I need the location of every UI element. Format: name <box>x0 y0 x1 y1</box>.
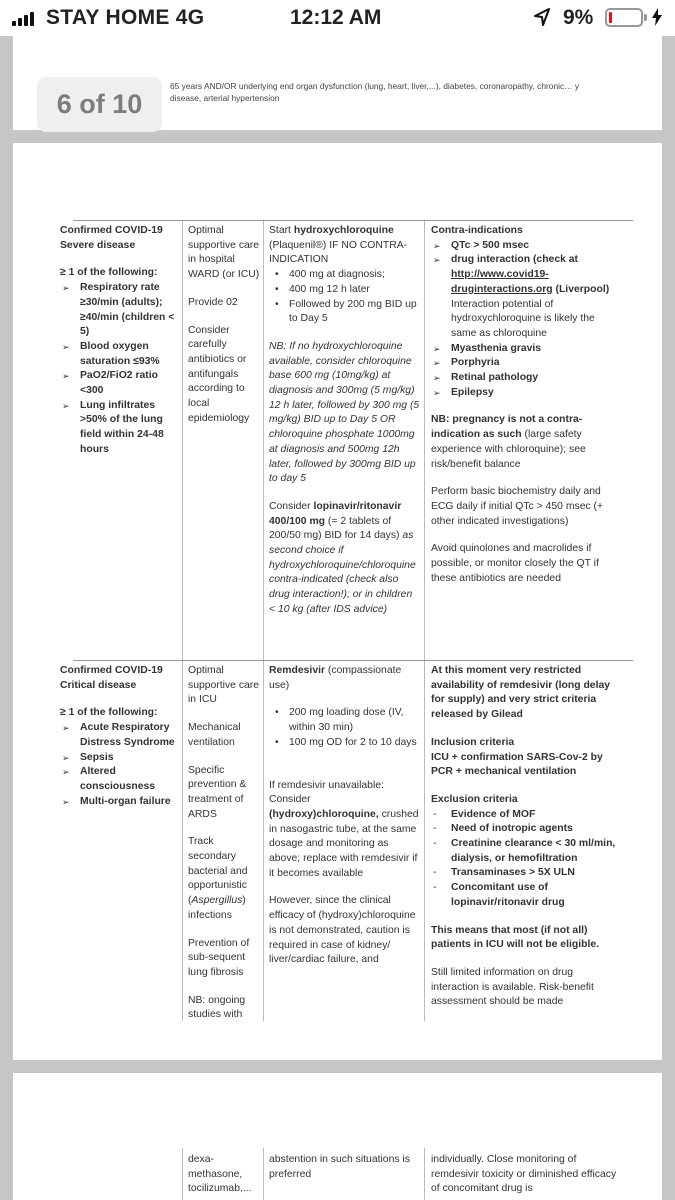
interaction-link[interactable]: http://www.covid19-druginteractions.org <box>451 269 553 295</box>
signal-icon <box>12 12 34 26</box>
list-item: - Evidence of MOF <box>431 808 621 823</box>
table-rule-mid <box>73 660 633 661</box>
list-item: ➢ Altered consciousness <box>60 765 178 794</box>
care-text: Optimal supportive care in ICU <box>188 665 260 706</box>
col-divider <box>263 221 264 660</box>
care-text: Prevention of sub-sequent lung fibrosis <box>188 937 250 978</box>
document-page-6[interactable] <box>13 143 662 1060</box>
drug-name: hydroxychloroquine <box>293 225 394 236</box>
list-item: • 200 mg loading dose (IV, within 30 min) <box>269 706 421 735</box>
battery-nub <box>644 14 647 21</box>
severe-care-cell <box>188 224 260 426</box>
critical-remdesivir-cell <box>431 664 621 1010</box>
severe-treatment-cell: Start hydroxychloroquine (Plaquenil®) IF NO CONTRA-INDICATION • 400 mg at diagnosis; • 400 mg 12 h later • Followed by 200 mg BID up to Day 5 NB: If no hydroxychloroquine available, consider chloroquine base 600 mg (10mg/kg) at diagnosis and 300mg (5 mg/kg) 12 h later, followed by 300 mg (5 mg/kg) BID up to Day 5 OR chloroquine phosphate 1000mg at diagnosis and 500mg 12h later, followed by 300mg BID up to day 5 Consider lopinavir/ritonavir 400/100 mg (= 2 tablets of 200/50 mg) BID for 14 days) as second choice if hydroxychloroquine/chloroquine contra-indicated (check also drug interaction!); or in children < 10 kg (after IDS advice) <box>269 224 421 618</box>
battery-icon <box>605 8 643 27</box>
interaction-note: Still limited information on drug interaction is available. Risk-benefit assessment should be made <box>431 966 594 1008</box>
critical-criteria-cell <box>60 664 178 809</box>
drug-name: Remdesivir <box>269 665 326 676</box>
col-divider <box>424 1148 425 1200</box>
carrier-label: STAY HOME 4G <box>46 6 205 29</box>
clock: 12:12 AM <box>290 6 382 29</box>
eligibility-note: This means that most (if not all) patients in ICU will not be eligible. <box>431 924 599 951</box>
page-indicator: 6 of 10 <box>37 77 162 132</box>
list-item: ➢ QTc > 500 msec <box>431 239 621 254</box>
list-item: • 400 mg 12 h later <box>269 283 421 298</box>
table-rule-top <box>73 220 633 221</box>
status-bar <box>0 0 675 36</box>
care-text: Consider carefully antibiotics or antifungals according to local epidemiology <box>188 324 250 424</box>
care-text: Specific prevention & treatment of ARDS <box>188 764 247 820</box>
caution-text: However, since the clinical efficacy of (hydroxy)chloroquine is not demonstrated, caution is required in case of kidney/ liver/cardiac failure, and <box>269 895 416 966</box>
critical-care-cell <box>188 664 260 1023</box>
care-text: Track secondary bacterial and opportunistic (Aspergillus) infections <box>188 836 248 921</box>
col-divider <box>182 661 183 1021</box>
col-divider <box>263 661 264 1021</box>
battery-level <box>609 12 612 23</box>
battery-percent: 9% <box>563 6 594 29</box>
dose-list <box>269 268 421 327</box>
list-item: ➢ drug interaction (check at http://www.covid19-druginteractions.org (Liverpool) Interaction potential of hydroxychloroquine is likely the same as chloroquine <box>431 253 621 341</box>
dose-list <box>269 706 421 750</box>
remdesivir-continued: individually. Close monitoring of remdesivir toxicity or diminished efficacy of concomitant drug is <box>431 1154 617 1195</box>
avoid-note: Avoid quinolones and macrolides if possible, or monitor closely the QT if these antibiotics are needed <box>431 543 599 584</box>
inclusion-text: ICU + confirmation SARS-Cov-2 by PCR + mechanical ventilation <box>431 751 603 778</box>
critical-criteria-list <box>60 721 178 809</box>
charging-bolt-icon <box>652 8 662 26</box>
nb-note: NB: If no hydroxychloroquine available, consider chloroquine base 600 mg (10mg/kg) at diagnosis and 300mg (5 mg/kg) 12 h later, followed by 300 mg (5 mg/kg) BID up to Day 5 OR chloroquine phosphate 1000mg at diagnosis and 500mg 12h later, followed by 300mg BID up to day 5 <box>269 340 420 485</box>
list-item: - Need of inotropic agents <box>431 822 621 837</box>
severe-criteria-cell <box>60 224 178 458</box>
care-text: Optimal supportive care in hospital WARD (or ICU) <box>188 225 260 281</box>
list-item: ➢ Acute Respiratory Distress Syndrome <box>60 721 178 750</box>
list-item: ➢ Epilepsy <box>431 386 621 401</box>
treatment-continued: abstention in such situations is preferred <box>269 1154 410 1180</box>
list-item: ➢ Respiratory rate ≥30/min (adults); ≥40/min (children < 5) <box>60 281 178 340</box>
col-divider <box>182 1148 183 1200</box>
list-item: ➢ Porphyria <box>431 356 621 371</box>
list-item: ➢ Retinal pathology <box>431 371 621 386</box>
drug-name: (hydroxy)chloroquine, <box>269 808 379 820</box>
care-continued: dexa- methasone, tocilizumab,... <box>188 1154 252 1195</box>
list-item: ➢ Multi-organ failure <box>60 795 178 810</box>
availability-note: At this moment very restricted availability of remdesivir (long delay for supply) and very strict criteria released by Gilead <box>431 665 611 721</box>
drug-name: lopinavir/ritonavir 400/100 mg <box>269 500 402 527</box>
list-item: ➢ PaO2/FiO2 ratio <300 <box>60 369 178 398</box>
list-item: ➢ Myasthenia gravis <box>431 342 621 357</box>
list-item: ➢ Blood oxygen saturation ≤93% <box>60 340 178 369</box>
biochem-note: Perform basic biochemistry daily and ECG daily if initial QTc > 450 msec (+ other indicated investigations) <box>431 486 604 527</box>
critical-title: Confirmed COVID-19 Critical disease <box>60 665 163 691</box>
list-item: ➢ Lung infiltrates >50% of the lung field within 24-48 hours <box>60 399 178 458</box>
page-header-text: 65 years AND/OR underlying end organ dysfunction (lung, heart, liver,...), diabetes, coronaropathy, chronic… y disease, arterial hypertension <box>170 81 580 103</box>
critical-subtitle: ≥ 1 of the following: <box>60 707 158 719</box>
care-text: Mechanical ventilation <box>188 722 241 748</box>
severe-contraindications-cell: Contra-indications ➢ QTc > 500 msec ➢ drug interaction (check at http://www.covid19-druginteractions.org (Liverpool) Interaction potential of hydroxychloroquine is likely the same as chloroquine ➢ Myasthenia gravis ➢ Porphyria ➢ Retinal pathology ➢ Epilepsy NB: pregnancy is not a contra-indication as such (large safety experience with chloroquine); see risk/benefit balance Perform basic biochemistry daily and ECG daily if initial QTc > 450 msec (+ other indicated investigations) Avoid quinolones and macrolides if possible, or monitor closely the QT if these antibiotics are needed <box>431 224 621 586</box>
exclusion-list <box>431 808 621 911</box>
critical-treatment-cell: Remdesivir (compassionate use) • 200 mg loading dose (IV, within 30 min) • 100 mg OD for 2 to 10 days If remdesivir unavailable: Consider (hydroxy)chloroquine, crushed in nasogastric tube, at the same dosage and monitoring as above; replace with remdesivir if it becomes available However, since the clinical efficacy of (hydroxy)chloroquine is not demonstrated, caution is required in case of kidney/ liver/cardiac failure, and <box>269 664 421 968</box>
care-text: Provide 02 <box>188 296 238 308</box>
location-arrow-icon <box>534 8 550 26</box>
list-item: • 100 mg OD for 2 to 10 days <box>269 736 421 751</box>
col-divider <box>424 661 425 1021</box>
list-item: ➢ Sepsis <box>60 751 178 766</box>
section-title: Exclusion criteria <box>431 793 518 805</box>
col-divider <box>182 221 183 660</box>
severe-subtitle: ≥ 1 of the following: <box>60 267 158 279</box>
list-item: - Concomitant use of lopinavir/ritonavir drug <box>431 881 621 910</box>
care-text: NB: ongoing studies with <box>188 994 246 1021</box>
col-divider <box>263 1148 264 1200</box>
col-divider <box>424 221 425 660</box>
severe-criteria-list <box>60 281 178 457</box>
list-item: - Transaminases > 5X ULN <box>431 866 621 881</box>
list-item: • Followed by 200 mg BID up to Day 5 <box>269 298 421 327</box>
list-item: - Creatinine clearance < 30 ml/min, dialysis, or hemofiltration <box>431 837 621 866</box>
document-page-7[interactable] <box>13 1073 662 1200</box>
contra-list <box>431 239 621 401</box>
section-title: Contra-indications <box>431 225 523 236</box>
fallback-text: If remdesivir unavailable: Consider <box>269 779 384 806</box>
section-title: Inclusion criteria <box>431 736 515 748</box>
nb-pregnancy: NB: pregnancy is not a contra-indication as such <box>431 414 583 441</box>
list-item: • 400 mg at diagnosis; <box>269 268 421 283</box>
severe-title: Confirmed COVID-19 Severe disease <box>60 225 163 251</box>
